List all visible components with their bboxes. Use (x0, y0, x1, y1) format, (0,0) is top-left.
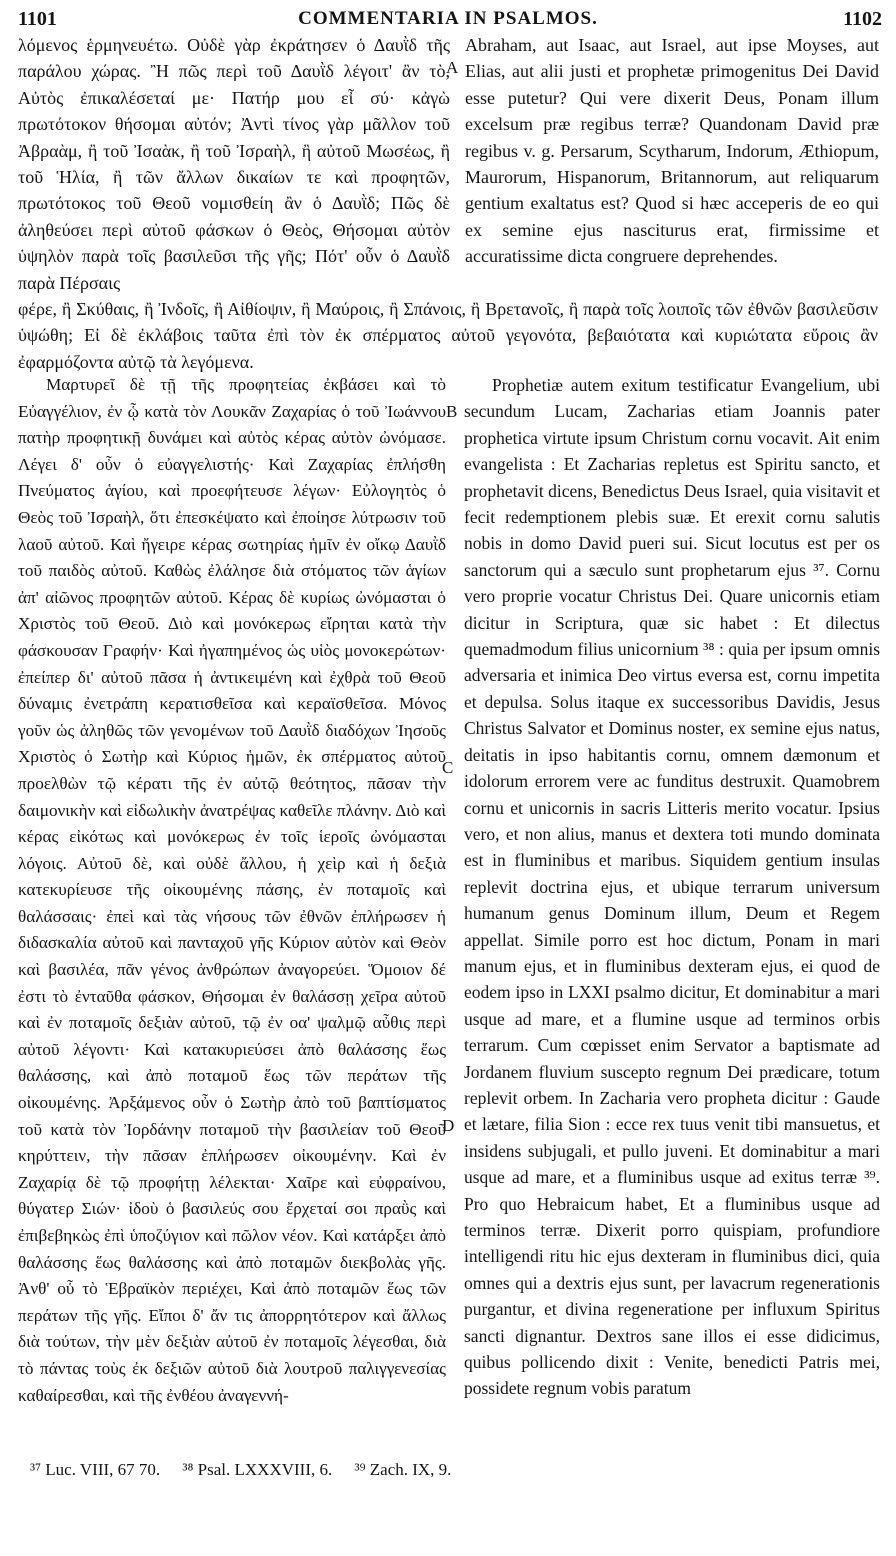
margin-mark-b: B (446, 402, 458, 421)
footnote-37: ³⁷ Luc. VIII, 67 70. (30, 1460, 161, 1479)
footnote-39: ³⁹ Zach. IX, 9. (354, 1460, 452, 1479)
latin-column-main (464, 372, 880, 1402)
greek-paragraph: λόμενος ἑρμηνευέτω. Οὐδὲ γὰρ ἐκράτησεν ὁ Δαυῒδ τῆς παράλου χώρας. Ἢ πῶς περὶ τοῦ Δαυῒδ λέγοιτ' ἂν τὸ, Αὐτὸς ἐπικαλέσεταί με· Πατήρ μου εἶ σύ· κἀγὼ πρωτότοκον θήσομαι αὐτόν; Ἀντὶ τίνος γὰρ μᾶλλον τοῦ Ἀβραὰμ, ἢ τοῦ Ἰσαὰκ, ἢ τοῦ Ἰσραὴλ, ἢ αὐτοῦ Μωσέως, ἢ τοῦ Ἡλία, ἢ τῶν ἄλλων δικαίων τε καὶ προφητῶν, πρωτότοκος τοῦ Θεοῦ νομισθείη ἂν ὁ Δαυῒδ; Πῶς δὲ ἀληθεύσει περὶ αὐτοῦ φάσκων ὁ Θεὸς, Θήσομαι αὐτὸν ὑψηλὸν παρὰ τοῖς βασιλεῦσι τῆς γῆς; Πότ' οὖν ὁ Δαυῒδ παρὰ Πέρσαις (18, 35, 450, 293)
page-number-right: 1102 (843, 8, 882, 30)
greek-column-top (18, 32, 450, 296)
margin-mark-d: D (442, 1116, 455, 1135)
footnote-38: ³⁸ Psal. LXXXVIII, 6. (182, 1460, 333, 1479)
page-number-left: 1101 (18, 8, 57, 30)
greek-column-main (18, 372, 446, 1409)
greek-paragraph: Μαρτυρεῖ δὲ τῇ τῆς προφητείας ἐκβάσει καὶ τὸ Εὐαγγέλιον, ἐν ᾧ κατὰ τὸν Λουκᾶν Ζαχαρίας ὁ τοῦ Ἰωάννου πατὴρ προφητικῇ δυνάμει καὶ αὐτὸς κέρας αὐτὸν ὠνόμασε. Λέγει δ' οὖν ὁ εὐαγγελιστής· Καὶ Ζαχαρίας ἐπλήσθη Πνεύματος ἁγίου, καὶ προεφήτευσε λέγων· Εὐλογητὸς ὁ Θεὸς τοῦ Ἰσραὴλ, ὅτι ἐπεσκέψατο καὶ ἐποίησε λύτρωσιν τοῦ λαοῦ αὐτοῦ. Καὶ ἤγειρε κέρας σωτηρίας ἡμῖν ἐν οἴκῳ Δαυῒδ τοῦ παιδὸς αὐτοῦ. Καθὼς ἐλάλησε διὰ στόματος τῶν ἁγίων ἀπ' αἰῶνος προφητῶν αὐτοῦ. Κέρας δὲ κυρίως ὠνόμασται ὁ Χριστὸς τοῦ Θεοῦ. Διὸ καὶ μονόκερως εἴρηται κατὰ τὴν φάσκουσαν Γραφήν· Καὶ ἠγαπημένος ὡς υἱὸς μονοκερώτων· ἐπείπερ δι' αὐτοῦ πᾶσα ἡ ἀντικειμένη καὶ ἐχθρὰ τοῦ Θεοῦ δύναμις ἐνετράπη κερατισθεῖσα καὶ κεραϊσθεῖσα. Μόνος γοῦν ὡς ἀληθῶς τῶν γενομένων τοῦ Δαυῒδ διαδόχων Ἰησοῦς Χριστὸς ὁ Σωτὴρ καὶ Κύριος ἡμῶν, ἐκ σπέρματος αὐτοῦ προελθὼν τῷ κέρατι τῆς ἐν αὐτῷ θεότητος, πᾶσαν τὴν δαιμονικὴν καὶ εἰδωλικὴν ἀνατρέψας καθεῖλε πλάνην. Διὸ καὶ κέρας εἰκότως καὶ μονόκερως ἐν τοῖς ἱεροῖς ὠνόμασται λόγοις. Αὐτοῦ δὲ, καὶ οὐδὲ ἄλλου, ἡ χεὶρ καὶ ἡ δεξιὰ κατεκυρίευσε τῆς οἰκουμένης πάσης, ἐν ποταμοῖς καὶ θαλάσσαις· ἐπεὶ καὶ τὰς νήσους τῶν ἐθνῶν ἐπλήρωσεν ἡ διδασκαλία αὐτοῦ καὶ πανταχοῦ γῆς Κύριον αὐτὸν καὶ Θεὸν καὶ βασιλέα, πᾶν γένος ἀνθρώπων ἀναγορεύει. Ὅμοιον δέ ἐστι τὸ ἐνταῦθα φάσκον, Θήσομαι ἐν θαλάσσῃ χεῖρα αὐτοῦ καὶ ἐν ποταμοῖς δεξιὰν αὐτοῦ, τῷ ἐν οα' ψαλμῷ αὖθις περὶ αὐτοῦ λέγοντι· Καὶ κατακυριεύσει ἀπὸ θαλάσσης ἕως θαλάσσης, καὶ ἀπὸ ποταμοῦ ἕως τῶν περάτων τῆς οἰκουμένης. Ἀρξάμενος οὖν ὁ Σωτὴρ ἀπὸ τοῦ βαπτίσματος τοῦ κατὰ τὸν Ἰορδάνην ποταμοῦ τὴν βασιλείαν τοῦ Θεοῦ κηρύττειν, τὴν πᾶσαν ἐπλήρωσεν οἰκουμένην. Καὶ ἐν Ζαχαρίᾳ δὲ τῷ προφήτῃ λέλεκται· Χαῖρε καὶ εὐφραίνου, θύγατερ Σιών· ἰδοὺ ὁ βασιλεύς σου ἔρχεταί σοι πραῢς καὶ ἐπιβεβηκὼς ἐπὶ ὑποζύγιον καὶ πῶλον νέον. Καὶ κατάρξει ἀπὸ θαλάσσης ἕως θαλάσσης καὶ ἀπὸ ποταμῶν διεκβολὰς γῆς. Ἀνθ' οὗ τὸ Ἑβραϊκὸν περιέχει, Καὶ ἀπὸ ποταμῶν ἕως τῶν περάτων τῆς γῆς. Εἴποι δ' ἄν τις ἀπορρητότερον καὶ ἄλλως διὰ τούτων, τὴν μὲν δεξιὰν αὐτοῦ ἐν ποταμοῖς λέγεσθαι, διὰ τὸ πάντας τοὺς ἐκ δεξιῶν αὐτοῦ διὰ λουτροῦ παλιγγενεσίας καθαίρεσθαι, καὶ τῆς ἐνθέου ἀναγεννή- (18, 375, 446, 1405)
greek-full-width-text (18, 296, 878, 375)
latin-paragraph: Abraham, aut Isaac, aut Israel, aut ipse Moyses, aut Elias, aut alii justi et prophetæ primogenitus Dei David esse putetur? Qui vere dixerit Deus, Ponam illum excelsum præ regibus terræ? Quandonam David præ regibus v. g. Persarum, Scytharum, Indorum, Æthiopum, Maurorum, Hispanorum, Britannorum, aut reliquarum gentium exaltatus est? Quod si hæc acceperis de eo qui ex semine ejus nasciturus erat, firmissime et accuratissime dicta congruere deprehendes. (465, 35, 879, 267)
latin-paragraph: Prophetiæ autem exitum testificatur Evangelium, ubi secundum Lucam, Zacharias etiam Joannis pater prophetica virtute ipsum Christum cornu vocavit. Ait enim evangelista : Et Zacharias repletus est Spiritu sancto, et prophetavit dicens, Benedictus Deus Israel, quia visitavit et fecit redemptionem plebis suæ. Et erexit cornu salutis nobis in domo David pueri sui. Sicut locutus est per os sanctorum qui a sæculo sunt prophetarum ejus ³⁷. Cornu vero proprie vocatur Christus Dei. Quare unicornis etiam dicitur in Scriptura, quæ sic habet : Et dilectus quemadmodum filius unicornium ³⁸ : quia per ipsum omnis adversaria et inimica Deo virtus eversa est, cornu impetita et depulsa. Solus itaque ex successoribus Davidis, Jesus Christus Salvator et Dominus noster, ex semine ejus natus, deitatis in ipso habitantis cornu, omnem dæmonum et idolorum errorem vere ac funditus destruxit. Quamobrem cornu et unicornis in sacris Litteris merito vocatur. Ipsius vero, et non alius, manus et dextera toti mundo dominata est in fluminibus et maribus. Siquidem gentium insulas replevit doctrina ejus, et ubique terrarum universum humanum genus Dominum illum, Deum et Regem appellat. Simile porro est hoc dictum, Ponam in mari manum ejus, et in fluminibus dexteram ejus, ei quod de eodem ipso in LXXI psalmo dicitur, Et dominabitur a mari usque ad mare, et a flumine usque ad terminos orbis terrarum. Cum cœpisset enim Servator a baptismate ad Jordanem fluvium suscepto regnum Dei prædicare, totum replevit orbem. In Zacharia vero propheta dicitur : Gaude et lætare, filia Sion : ecce rex tuus venit tibi mansuetus, et insidens subjugali, et pullo juveni. Et dominabitur a mari usque ad mare, et a fluminibus usque ad exitus terræ ³⁹. Pro quo Hebraicum habet, Et a fluminibus usque ad terminos terræ. Dixerit porro quispiam, profundiore intelligendi ritu hic ejus dexteram in fluminibus dici, quia omnes qui a dextris ejus sunt, per lavacrum regenerationis purgantur, et divina regeneratione per influxum Spiritus sancti dignantur. Dextros sane illos ei esse didicimus, quibus pollicendo dixit : Venite, benedicti Patris mei, possidete regnum vobis paratum (464, 375, 880, 1399)
footnotes (30, 1460, 451, 1480)
margin-mark-c: C (442, 758, 454, 777)
running-title: COMMENTARIA IN PSALMOS. (298, 8, 598, 29)
margin-mark-a: A (446, 58, 459, 77)
latin-column-top (465, 32, 879, 270)
greek-paragraph: φέρε, ἢ Σκύθαις, ἢ Ἰνδοῖς, ἢ Αἰθίοψιν, ἢ Μαύροις, ἢ Σπάνοις, ἢ Βρετανοῖς, ἢ παρὰ τοῖς λοιποῖς τῶν ἐθνῶν βασιλεῦσιν ὑψώθη; Εἰ δὲ ἐκλάβοις ταῦτα ἐπὶ τὸν ἐκ σπέρματος αὐτοῦ γεγονότα, βεβαιότατα καὶ κυριώτατα εὕροις ἂν ἐφαρμόζοντα αὐτῷ τὰ λεγόμενα. (18, 299, 878, 372)
